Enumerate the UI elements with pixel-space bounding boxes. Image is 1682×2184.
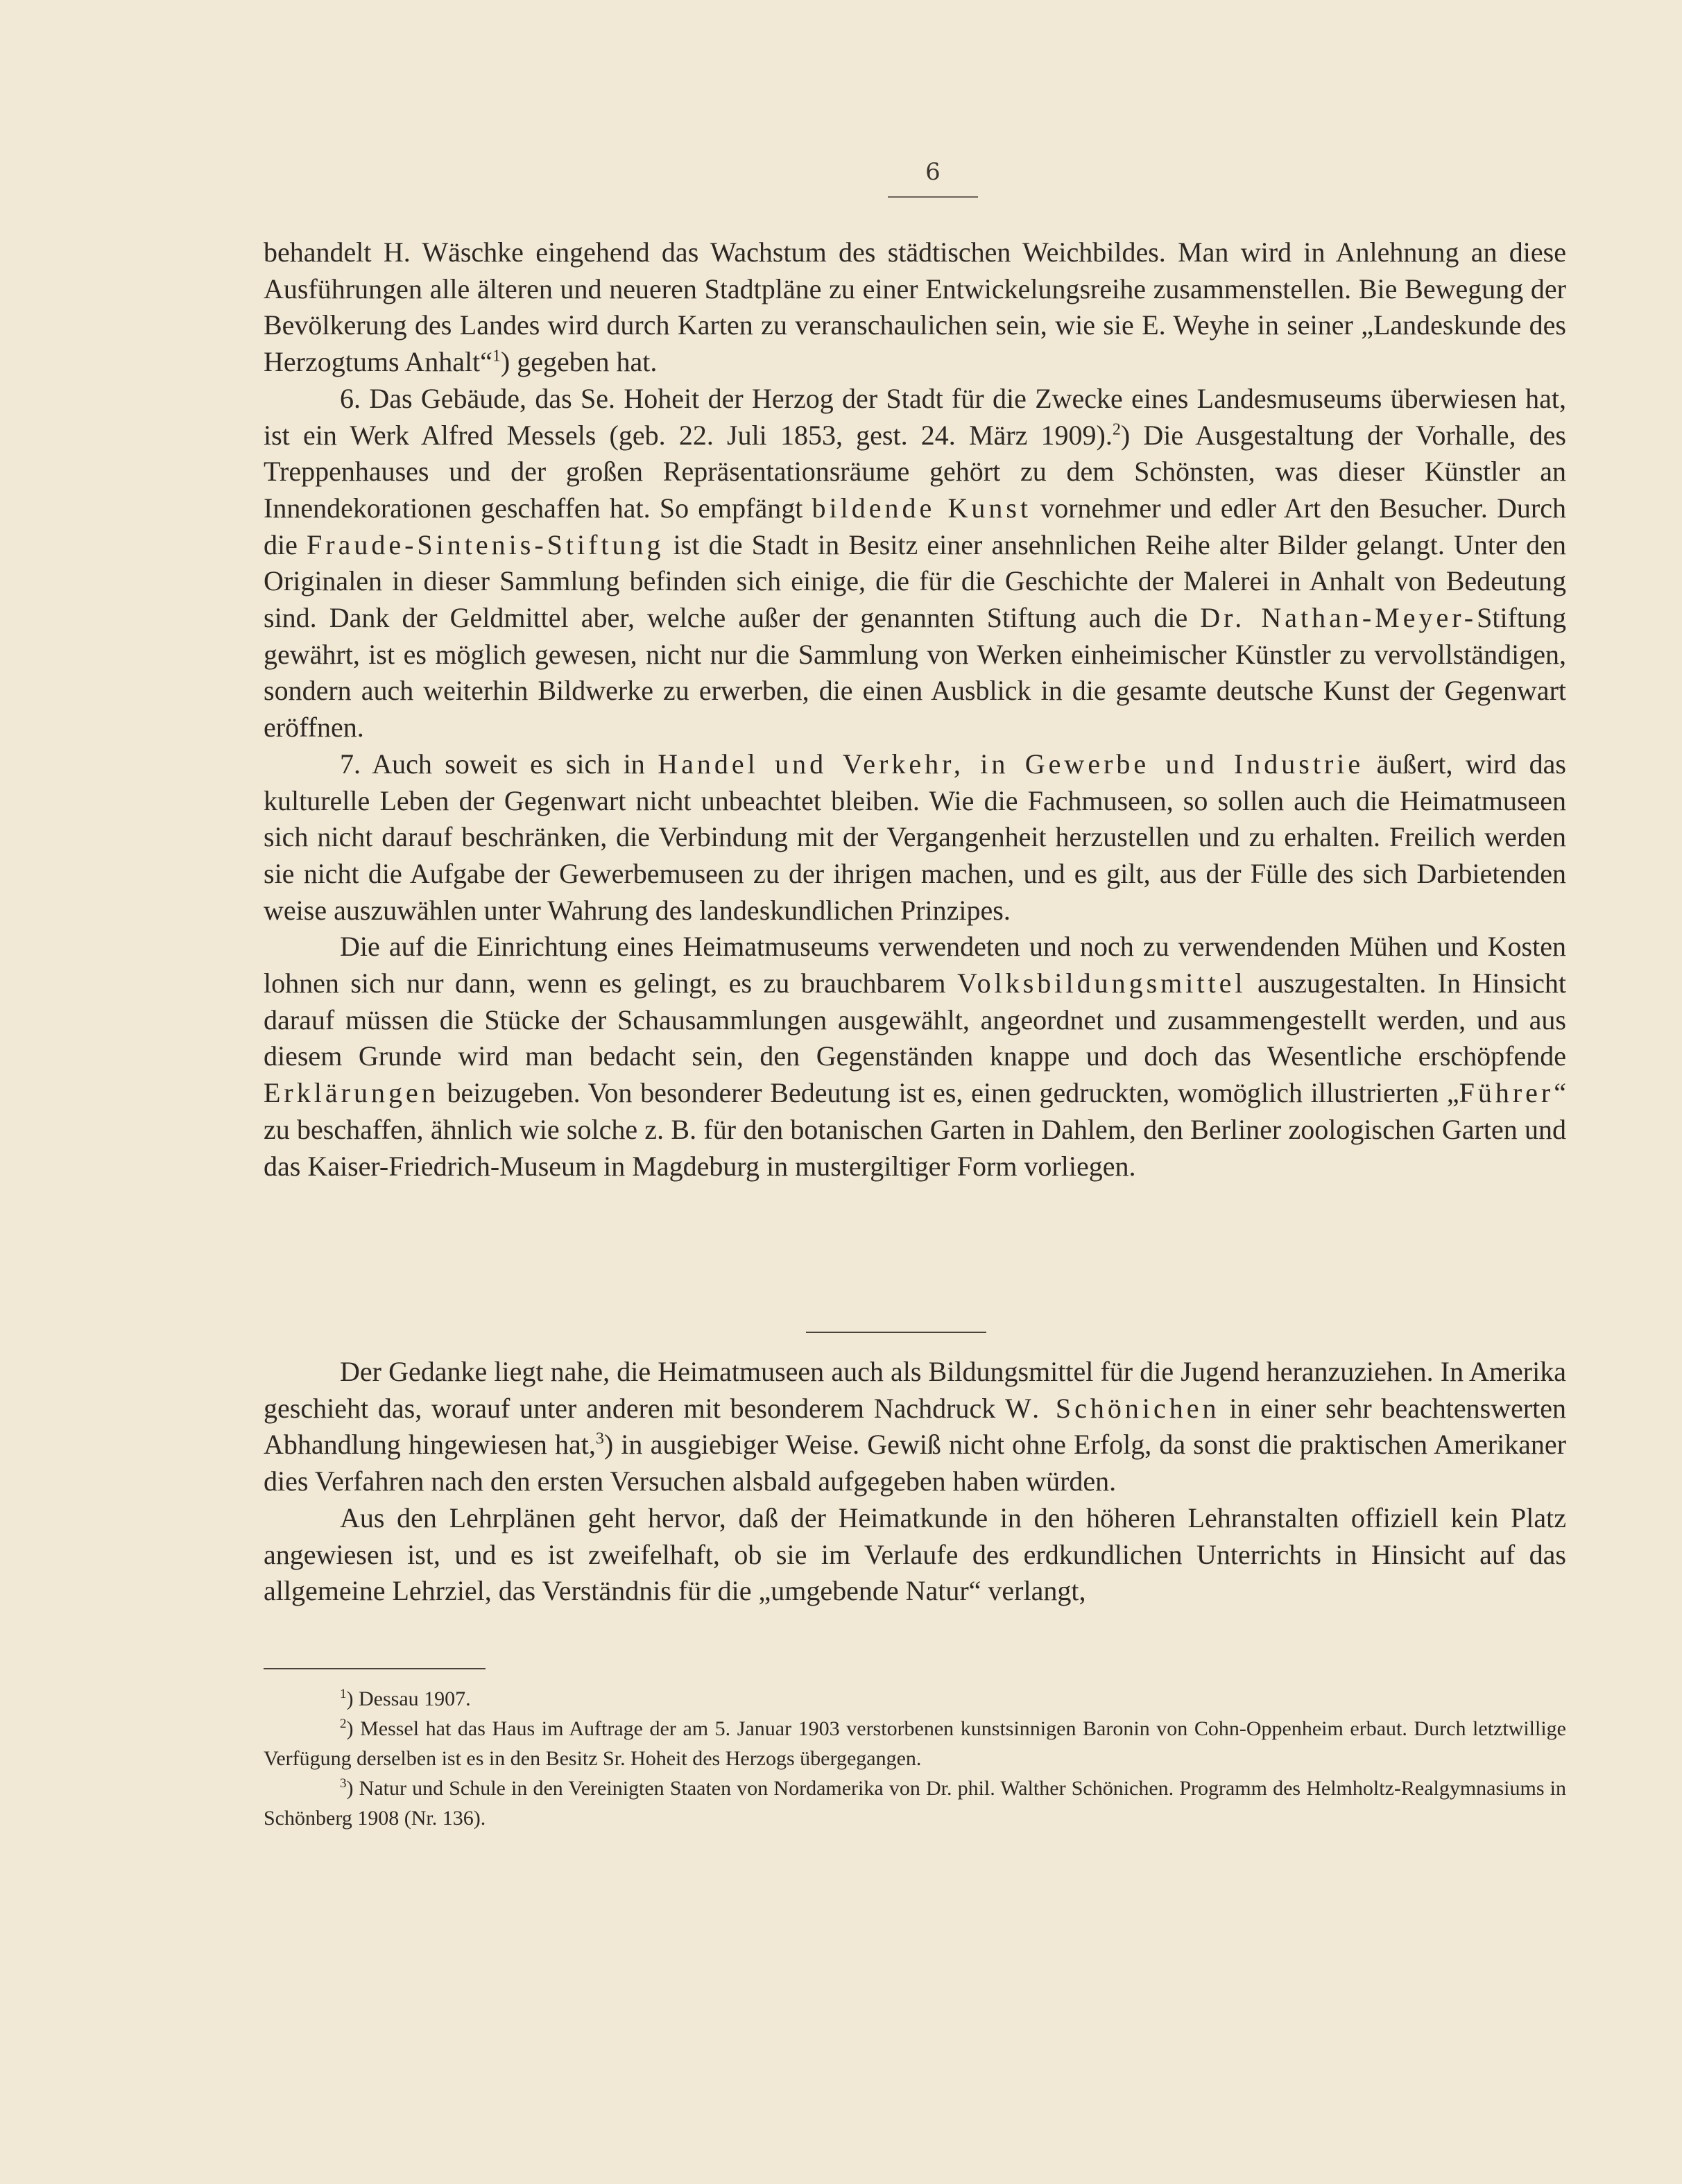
paragraph-text: ist die Stadt in Besitz einer ansehnlichen Reihe alter Bilder gelangt. Unter den Originalen in dieser Sammlung befinden sich einige, die für die Geschichte der Malerei in Anhalt von Bedeutung sind. Dank der Geldmittel aber, welche außer der genannten Stiftung auch die (264, 528, 1566, 634)
paragraph-text: Aus den Lehrplänen geht hervor, daß der Heimatkunde in den höheren Lehranstalten offiziell kein Platz angewiesen ist, und es ist zweifelhaft, ob sie im Verlaufe des erdkundlichen Unterrichts in Hinsicht auf das allgemeine Lehrziel, das Verständnis für die „umgebende Natur“ verlangt, (264, 1502, 1566, 1607)
paragraph-text: äußert, wird das kulturelle Leben der Gegenwart nicht unbeachtet bleiben. Wie die Fachmuseen, so sollen auch die Heimatmuseen sich nicht darauf beschränken, die Verbindung mit der Vergangenheit herzustellen und zu erhalten. Freilich werden sie nicht die Aufgabe der Gewerbemuseen zu der ihrigen machen, und es gilt, aus der Fülle des sich Darbietenden weise auszuwählen unter Wahrung des landeskundlichen Prinzipes. (264, 748, 1566, 926)
paragraph-text: “ zu beschaffen, ähnlich wie solche z. B. für den botanischen Garten in Dahlem, den Berliner zoologischen Garten und das Kaiser-Friedrich-Museum in Magdeburg in mustergiltiger Form vorliegen. (264, 1077, 1566, 1182)
section-divider (806, 1332, 986, 1333)
paragraph-1 (264, 234, 1566, 381)
paragraph-text: Der Gedanke liegt nahe, die Heimatmuseen auch als Bildungsmittel für die Jugend heranzuziehen. In Amerika geschieht das, worauf unter anderen mit besonderem Nachdruck (264, 1356, 1566, 1424)
footnote-mark: 2 (340, 1717, 347, 1731)
main-text (264, 234, 1566, 1185)
paragraph-text: 6. Das Gebäude, das Se. Hoheit der Herzog der Stadt für die Zwecke eines Landesmuseums überwiesen hat, ist ein Werk Alfred Messels (geb. 22. Juli 1853, gest. 24. März 1909). (264, 382, 1566, 451)
footnote-3 (264, 1773, 1566, 1833)
spaced-emphasis: Handel und Verkehr, in Gewerbe und Industrie (658, 748, 1364, 780)
paragraph-text: beizugeben. Von besonderer Bedeutung ist es, einen gedruckten, womöglich illustrierten „ (438, 1077, 1459, 1109)
footnote-text: ) Dessau 1907. (346, 1687, 471, 1710)
footnote-1 (264, 1684, 1566, 1714)
footnote-ref-3: 3 (595, 1430, 604, 1449)
footnotes (264, 1684, 1566, 1833)
main-text-continued (264, 1354, 1566, 1610)
paragraph-text: 7. Auch soweit es sich in (340, 748, 658, 780)
footnote-mark: 3 (340, 1776, 347, 1791)
spaced-emphasis: Erklärungen (264, 1077, 439, 1109)
footnote-2 (264, 1714, 1566, 1773)
paragraph-text: Die auf die Einrichtung eines Heimatmuseums verwendeten und noch zu verwendenden Mühen und Kosten lohnen sich nur dann, wenn es gelingt, es zu brauchbarem (264, 931, 1566, 999)
paragraph-text: auszugestalten. In Hinsicht darauf müssen die Stücke der Schausammlungen ausgewählt, angeordnet und zusammengestellt werden, und aus diesem Grunde wird man bedacht sein, den Gegenständen knappe und doch das Wesentliche erschöpfende (264, 968, 1566, 1072)
page-number: 6 (925, 158, 941, 186)
paragraph-text: ) in ausgiebiger Weise. Gewiß nicht ohne Erfolg, da sonst die praktischen Amerikaner dies Verfahren nach den ersten Versuchen alsbald aufgegeben haben würden. (264, 1429, 1567, 1497)
paragraph-text: behandelt H. Wäschke eingehend das Wachstum des städtischen Weichbildes. Man wird in Anlehnung an diese Ausführungen alle älteren und neueren Stadtpläne zu einer Entwickelungsreihe zusammenstellen. Bie Bewegung der Bevölkerung des Landes wird durch Karten zu veranschaulichen sein, wie sie E. Weyhe in seiner „Landeskunde des Herzogtums Anhalt“ (264, 237, 1566, 378)
paragraph-6 (264, 1500, 1566, 1610)
spaced-emphasis: Fraude-Sintenis-Stiftung (307, 528, 664, 560)
paragraph-4 (264, 929, 1566, 1185)
page-number-rule (888, 196, 978, 198)
spaced-emphasis: bildende Kunst (812, 492, 1032, 524)
paragraph-5 (264, 1354, 1566, 1500)
footnote-text: ) Messel hat das Haus im Auftrage der am 5. Januar 1903 verstorbenen kunstsinnigen Baronin von Cohn-Oppenheim erbaut. Durch letztwillige Verfügung derselben ist es in den Besitz Sr. Hoheit des Herzogs übergegangen. (264, 1717, 1566, 1770)
spaced-emphasis: Volksbildungsmittel (956, 968, 1246, 999)
paragraph-text: in einer sehr beachtenswerten Abhandlung hingewiesen hat, (264, 1392, 1567, 1461)
paragraph-text: vornehmer und edler Art den Besucher. Durch die (264, 492, 1566, 560)
paragraph-text: Stiftung gewährt, ist es möglich gewesen, nicht nur die Sammlung von Werken einheimischer Künstler zu vervollständigen, sondern auch weiterhin Bildwerke zu erwerben, die einen Ausblick in die gesamte deutsche Kunst der Gegenwart eröffnen. (264, 602, 1566, 743)
paragraph-text: ) Die Ausgestaltung der Vorhalle, des Treppenhauses und der großen Repräsentationsräume gehört zu dem Schönsten, was dieser Künstler an Innendekorationen geschaffen hat. So empfängt (264, 419, 1566, 524)
footnote-text: ) Natur und Schule in den Vereinigten Staaten von Nordamerika von Dr. phil. Walther Schönichen. Programm des Helmholtz-Realgymnasiums in Schönberg 1908 (Nr. 136). (264, 1777, 1566, 1830)
footnote-divider (264, 1668, 486, 1669)
footnote-ref-1: 1 (492, 347, 501, 366)
spaced-emphasis: W. Schönichen (1005, 1392, 1220, 1424)
spaced-emphasis: Führer (1459, 1077, 1554, 1109)
footnote-ref-2: 2 (1112, 420, 1121, 439)
paragraph-2 (264, 381, 1566, 746)
paragraph-text: ) gegeben hat. (500, 346, 658, 378)
spaced-emphasis: Dr. Nathan-Meyer- (1200, 602, 1477, 634)
footnote-mark: 1 (340, 1687, 347, 1701)
paragraph-3 (264, 746, 1566, 929)
